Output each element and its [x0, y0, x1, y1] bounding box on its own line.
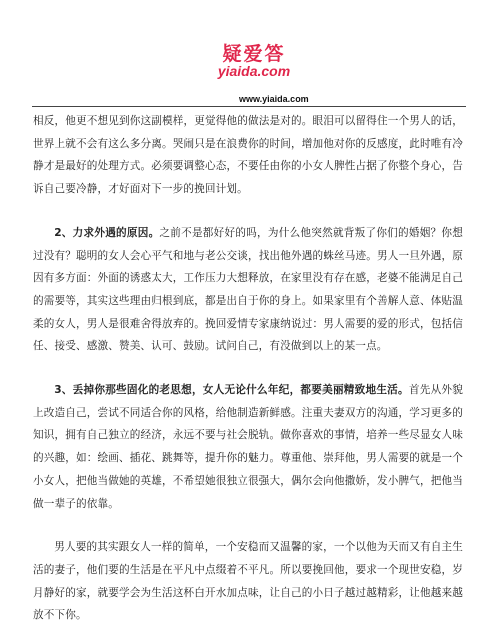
page-header [0, 0, 500, 104]
paragraph-gap [33, 515, 463, 536]
paragraph-2 [33, 222, 463, 358]
header-divider [32, 106, 466, 107]
logo-chinese-text: 疑爱答 [222, 43, 286, 65]
paragraph-2-heading: 2、力求外遇的原因。 [54, 226, 160, 239]
paragraph-gap [33, 358, 463, 379]
paragraph-3 [33, 379, 463, 515]
logo-english-text: yiaida.com [217, 63, 291, 79]
paragraph-3-text: 首先从外貌上改造自己，尝试不同适合你的风格，给他制造新鲜感。注重夫妻双方的沟通，学习更多的知识，拥有自己独立的经济，永远不要与社会脱轨。做你喜欢的事情，培养一些尽显女人味的兴趣，如：绘画、插花、跳舞等，提升你的魅力。尊重他、崇拜他，男人需要的就是一个小女人，把他当做她的英雄，不希望她很独立很强大，偶尔会向他撒娇，发小脾气，把他当做一辈子的依靠。 [33, 384, 464, 510]
paragraph-4: 男人要的其实跟女人一样的简单，一个安稳而又温馨的家，一个以他为天而又有自主生活的妻子，他们要的生活是在平凡中点缀着不平凡。所以要挽回他，要求一个现世安稳，岁月静好的家，就要学会为生活这杯白开水加点味，让自己的小日子越过越精彩，让他越来越放不下你。 [33, 541, 463, 622]
site-url: www.yiaida.com [239, 94, 309, 104]
paragraph-3-heading: 3、丢掉你那些固化的老思想，女人无论什么年纪，都要美丽精致地生活。 [54, 384, 409, 397]
paragraph-gap [33, 201, 463, 222]
site-logo[interactable] [179, 44, 329, 79]
article-body [33, 110, 463, 627]
paragraph-1: 相反，他更不想见到你这副模样，更觉得他的做法是对的。眼泪可以留得住一个男人的话，世界上就不会有这么多分离。哭闹只是在浪费你的时间，增加他对你的反感度，此时唯有冷静才是最好的处理方式。必须要调整心态，不要任由你的小女人脾性占据了你整个身心，告诉自己要冷静，才好面对下一步的挽回计划。 [33, 115, 463, 196]
paragraph-2-text: 之前不是都好好的吗，为什么他突然就背叛了你们的婚姻？你想过没有？聪明的女人会心平气和地与老公交谈，找出他外遇的蛛丝马迹。男人一旦外遇，原因有多方面：外面的诱惑太大，工作压力大想释放，在家里没有存在感，老婆不能满足自己的需要等，其实这些理由归根到底，都是出自于你的身上。如果家里有个善解人意、体贴温柔的女人，男人是很难舍得放弃的。挽回爱情专家康纳说过：男人需要的爱的形式，包括信任、接受、感激、赞美、认可、鼓励。试问自己，有没做到以上的某一点。 [33, 226, 463, 353]
